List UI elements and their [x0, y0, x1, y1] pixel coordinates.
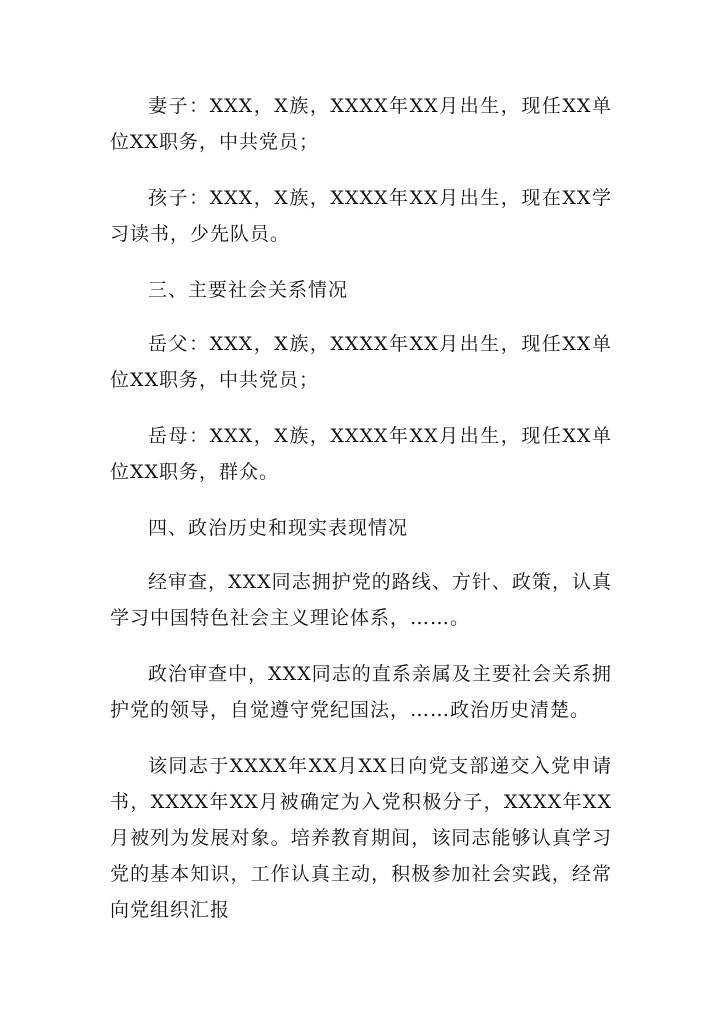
paragraph-mother-in-law: 岳母：XXX，X族，XXXX年XX月出生，现任XX单位XX职务，群众。 — [110, 425, 612, 483]
paragraph-wife: 妻子：XXX，X族，XXXX年XX月出生，现任XX单位XX职务，中共党员； — [110, 95, 612, 153]
paragraph-father-in-law: 岳父：XXX，X族，XXXX年XX月出生，现任XX单位XX职务，中共党员； — [110, 333, 612, 391]
section-heading-political-history: 四、政治历史和现实表现情况 — [148, 517, 409, 539]
paragraph-application: 该同志于XXXX年XX月XX日向党支部递交入党申请书，XXXX年XX月被确定为入党积极分子，XXXX年XX月被列为发展对象。培养教育期间，该同志能够认真学习党的基本知识，工作认真主动，积极参加社会实践，经常向党组织汇报 — [110, 755, 612, 921]
paragraph-child: 孩子：XXX，X族，XXXX年XX月出生，现在XX学习读书，少先队员。 — [110, 187, 612, 245]
paragraph-political-review: 政治审查中，XXX同志的直系亲属及主要社会关系拥护党的领导，自觉遵守党纪国法，……政治历史清楚。 — [110, 663, 612, 721]
section-heading-social-relations: 三、主要社会关系情况 — [148, 279, 349, 301]
paragraph-review: 经审查，XXX同志拥护党的路线、方针、政策，认真学习中国特色社会主义理论体系，……。 — [110, 571, 612, 629]
